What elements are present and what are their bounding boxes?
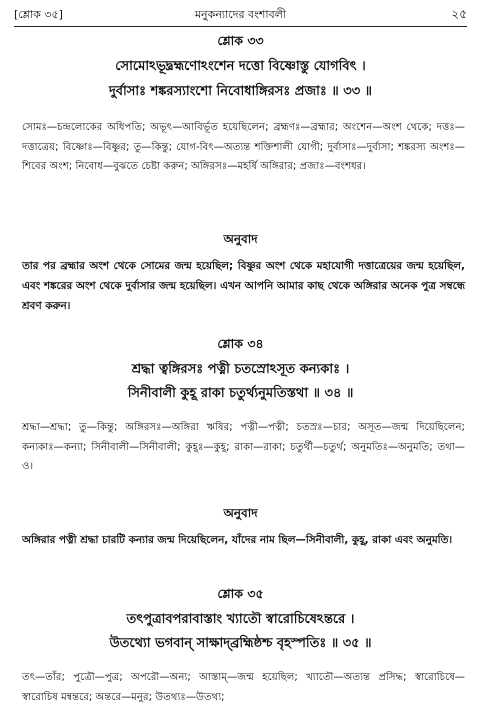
- sloka-35-heading: শ্লোক ৩৫: [217, 586, 264, 601]
- running-header: [14, 6, 467, 24]
- header-divider: [14, 26, 467, 27]
- sloka-33-word-gloss: [22, 118, 465, 177]
- sloka-34-translation-heading: অনুবাদ: [223, 506, 258, 520]
- sloka-34-translation: [22, 530, 465, 550]
- sloka-34-heading: শ্লোক ৩৪: [217, 336, 264, 351]
- sloka-35-verse-line-2: উতথ্যো ভগবান্ সাক্ষাদ্‌ব্রহ্মিষ্ঠশ্চ বৃহস্পতিঃ ॥ ৩৫ ॥: [109, 636, 372, 651]
- sloka-34-word-gloss: [22, 418, 465, 477]
- sloka-35-word-gloss: [22, 668, 465, 707]
- gloss-text: তৎ—তাঁর; পুত্রৌ—পুত্র; অপরৌ—অন্য; আস্তাম্—জন্ম হয়েছিল; খ্যাতৌ—অত্যন্ত প্রসিদ্ধ; স্বারোচিষে—স্বারোচিষ মন্বন্তরে; অন্তরে—মনুর; উতথ্যঃ—উতথ্য;: [22, 672, 465, 703]
- header-chapter-title: মনুকন্যাদের বংশাবলী: [194, 8, 287, 21]
- sloka-33-verse-line-1: সোমোঽভূদ্ব্রহ্মণোঽংশেন দত্তো বিষ্ণোস্তু যোগবিৎ ।: [115, 59, 366, 74]
- gloss-text: সোমঃ—চন্দ্রলোকের অধিপতি; অভূৎ—আবির্ভূত হয়েছিলেন; ব্রহ্মণঃ—ব্রহ্মার; অংশেন—অংশ থেকে; দত্তঃ—দত্তাত্রেয়; বিষ্ণোঃ—বিষ্ণুর; তু—কিন্তু; যোগ-বিৎ—অত্যন্ত শক্তিশালী যোগী; দুর্বাসাঃ—দুর্বাসা; শঙ্করস্য অংশঃ—শিবের অংশ; নিবোধ—বুঝতে চেষ্টা করুন; অঙ্গিরসঃ—মহর্ষি অঙ্গিরার; প্রজাঃ—বংশধর।: [22, 122, 465, 172]
- sloka-34-verse-line-2: সিনীবালী কুহূ রাকা চতুর্থ্যনুমতিস্তথা ॥ ৩৪ ॥: [127, 386, 354, 401]
- sloka-33-verse-line-2: দুর্বাসাঃ শঙ্করস্যাংশো নিবোধাঙ্গিরসঃ প্রজাঃ ॥ ৩৩ ॥: [108, 84, 373, 99]
- header-verse-ref: [শ্লোক ৩৫]: [14, 8, 63, 21]
- sloka-34-verse-line-1: শ্রদ্ধা ত্বঙ্গিরসঃ পত্নী চতস্রোঽসূত কন্যকাঃ ।: [131, 362, 350, 377]
- sloka-33-translation-heading: অনুবাদ: [223, 232, 258, 246]
- translation-text: অঙ্গিরার পত্নী শ্রদ্ধা চারটি কন্যার জন্ম দিয়েছিলেন, যাঁদের নাম ছিল—সিনীবালী, কুহূ, রাকা এবং অনুমতি।: [22, 534, 453, 546]
- page-number: ২৫: [451, 7, 467, 21]
- gloss-text: শ্রদ্ধা—শ্রদ্ধা; তু—কিন্তু; অঙ্গিরসঃ—অঙ্গিরা ঋষির; পত্নী—পত্নী; চতস্রঃ—চার; অসূত—জন্ম দিয়েছিলেন; কন্যকাঃ—কন্যা; সিনীবালী—সিনীবালী; কুহূঃ—কুহূ; রাকা—রাকা; চতুর্থী—চতুর্থ; অনুমতিঃ—অনুমতি; তথা—ও।: [22, 422, 465, 472]
- translation-text: তার পর ব্রহ্মার অংশ থেকে সোমের জন্ম হয়েছিল; বিষ্ণুর অংশ থেকে মহাযোগী দত্তাত্রেয়ের জন্ম হয়েছিল, এবং শঙ্করের অংশ থেকে দুর্বাসার জন্ম হয়েছিল। এখন আপনি আমার কাছ থেকে অঙ্গিরার অনেক পুত্র সম্বন্ধে শ্রবণ করুন।: [22, 260, 465, 312]
- sloka-35-verse-line-1: তৎপুত্রাবপরাবাস্তাং খ্যাতৌ স্বারোচিষেঽন্তরে ।: [126, 612, 355, 627]
- sloka-33-translation: [22, 256, 465, 316]
- sloka-33-heading: শ্লোক ৩৩: [217, 33, 264, 48]
